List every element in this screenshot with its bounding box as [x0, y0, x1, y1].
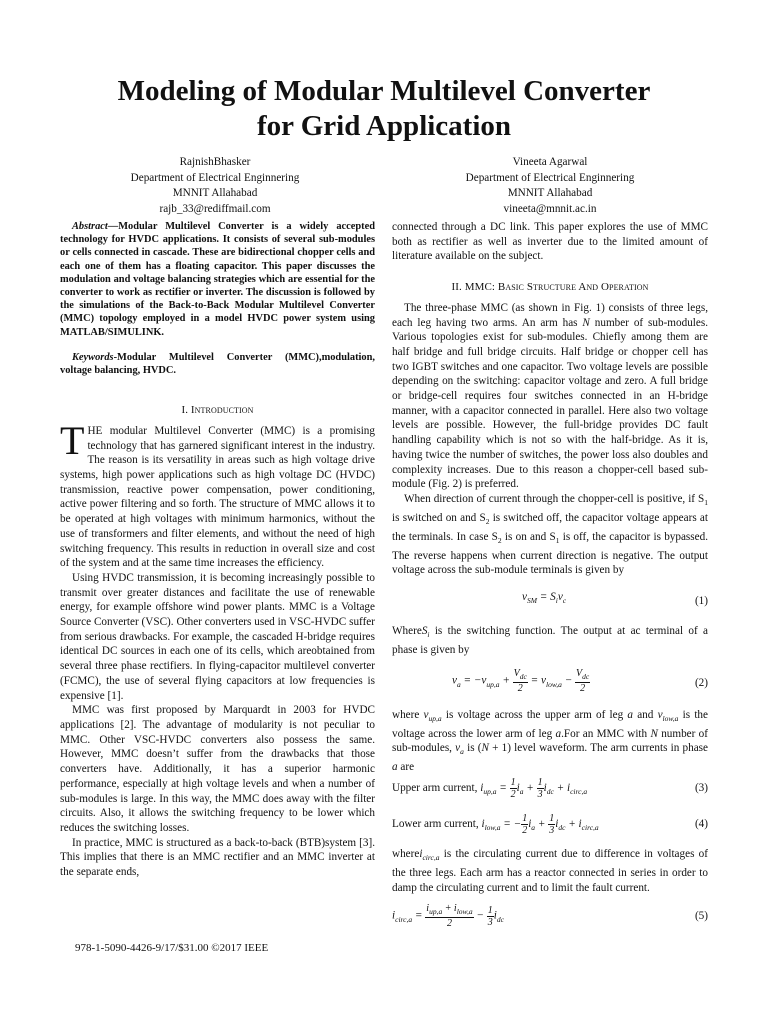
keywords-text: -Modular Multilevel Converter (MMC),modulation, voltage balancing, HVDC. [60, 351, 375, 377]
equation-3-expression: Upper arm current, $i_{up,a}$ = $\frac{1}{2}$ $i_a$ + $\frac{1}{3}$ $i_{dc} + i_{circ,a}$ [392, 777, 588, 801]
section-heading-introduction: I. Introduction [181, 404, 254, 417]
author-block-2 [385, 155, 715, 217]
author-block-1 [55, 155, 375, 217]
abstract-dash: — [107, 221, 119, 232]
author-department: Department of Electrical Enginnering [130, 171, 300, 184]
intro-paragraph-3: MMC was first proposed by Marquardt in 2003 for HVDC applications [2]. The advantage of modularity is not peculiar to MMC. Other VSC-HVDC converters also possess the same. However, MMC doesn’t suffer from the drawbacks that those converters have. Additionally, it has a superior harmonic performance, especially at high voltage levels and when a number of sub-modules is large. In this way, the MMC does away with the filter circuits. Also, it allows the switching frequency to be lower which reduces the switching losses. [60, 704, 375, 834]
structure-paragraph-3: WhereS$_i$ is the switching function. The output at ac terminal of a phase is given by [392, 625, 708, 657]
section-heading-basic-structure: II. MMC: Basic Structure And Operation [451, 281, 649, 294]
intro-paragraph-1-text: HE modular Multilevel Converter (MMC) is a promising technology that has garnered significant interest in the industry. The reason is its versatility in areas such as high voltage drive systems, high power applications such as high voltage DC (HVDC) transmission, reactive power compensation, power conditioning, active power filtering and so forth. The structure of MMC allows it to be operated at high voltages with minimum harmonics, without the use of transformers and filter elements, and without the need of high switching frequency. This results in reduction in overall size and cost of the system and at the same time increases the efficiency. [60, 424, 375, 570]
intro-paragraph-4-continued: connected through a DC link. This paper explores the use of MMC both as rectifier as well as inverter due to the limited amount of literature available on the subject. [392, 221, 708, 263]
right-column [392, 220, 708, 941]
author-name: Vineeta Agarwal [512, 156, 588, 168]
drop-cap: T [60, 417, 85, 463]
equation-5-expression: $i_{circ,a}$ = $\frac{i_{up,a} + i_{low,a}}{2}$ − $\frac{1}{3}$ $i_{dc}$ [392, 903, 504, 930]
equation-2-number: (2) [694, 676, 708, 689]
equation-5 [392, 903, 708, 933]
equation-3 [392, 777, 708, 803]
author-name: RajnishBhasker [179, 156, 251, 168]
left-column [60, 220, 375, 880]
keywords [60, 351, 375, 377]
abstract-text: Modular Multilevel Converter is a widely accepted technology for HVDC applications. It consists of several sub-modules or cells connected in cascade. These are bidirectional chopper cells and each one of them has a floating capacitor. This paper discusses the modulation and voltage balancing strategies which are essential for the converter to work as rectifier or inverter. The discussion is followed by the simulations of the Back-to-Back Modular Multilevel Converter (MMC) topology employed in a model HVDC power system using MATLAB/SIMULINK. [60, 221, 375, 338]
equation-1-expression: $v_{SM} = S_iv_c$ [522, 591, 567, 606]
structure-paragraph-1: The three-phase MMC (as shown in Fig. 1) consists of three legs, each leg having two arms. An arm has N number of sub-modules. Various topologies exist for sub-modules. Chiefly among them are half bridge and full bridge circuits. Half bridge or chopper cell has two IGBT switches and one capacitor. Two voltage levels are possible depending on the switching: capacitor voltage and zero. A full bridge or bridge-cell requires four switches connected in an H-bridge manner, with a capacitor connected in parallel. Here also two voltage levels are possible. However, the full-bridge provides DC fault handling capability which is not so with the half-bridge. As it is, having twice the number of switches, the power loss also doubles and complexity increases. Due to this reason a chopper-cell based sub-module (Fig. 2) is preferred. [392, 301, 709, 491]
equation-4-number: (4) [694, 818, 708, 831]
equation-4 [392, 813, 708, 839]
equation-5-number: (5) [694, 910, 708, 923]
intro-paragraph-4: In practice, MMC is structured as a back-to-back (BTB)system [3]. This implies that there is an MMC rectifier and an MMC inverter at the separate ends, [60, 836, 375, 879]
paper-title [40, 74, 728, 144]
title-line-1: Modeling of Modular Multilevel Converter [117, 75, 651, 107]
author-email: rajb_33@rediffmail.com [159, 202, 271, 215]
equation-1-number: (1) [694, 595, 708, 608]
structure-paragraph-5: wherei$_{circ,a}$ is the circulating current due to difference in voltages of the three legs. Each arm has a reactor connected in series in order to damp the circulating current and to limit the fault current. [392, 848, 709, 894]
structure-paragraph-4: where $v_{up,a}$ is voltage across the upper arm of leg a and $v_{low,a}$ is the voltage across the lower arm of leg a.For an MMC with N number of sub-modules, $v_a$ is (N + 1) level waveform. The arm currents in phase a are [392, 708, 708, 774]
author-institution: MNNIT Allahabad [172, 187, 258, 199]
author-department: Department of Electrical Enginnering [465, 171, 635, 184]
title-line-2: for Grid Application [256, 110, 512, 142]
author-email: vineeta@mnnit.ac.in [503, 202, 597, 215]
keywords-label: Keywords [72, 351, 114, 363]
structure-paragraph-2: When direction of current through the chopper-cell is positive, if $S_1$ is switched on and $S_2$ is switched off, the capacitor voltage appears at the terminals. In case $S_2$ is on and $S_1$ is off, the capacitor is bypassed. The reverse happens when current direction is negative. The output voltage across the sub-module terminals is given by [392, 492, 708, 577]
abstract-label: Abstract [72, 221, 108, 232]
abstract [60, 220, 375, 339]
copyright-footer: 978-1-5090-4426-9/17/$31.00 ©2017 IEEE [75, 942, 269, 954]
equation-2 [392, 668, 708, 700]
equation-1 [392, 590, 708, 616]
equation-2-expression: $v_a = -v_{up,a}$ + $\frac{V_{dc}}{2}$ = $v_{low,a}$ − $\frac{V_{dc}}{2}$ [452, 667, 590, 694]
equation-3-number: (3) [694, 782, 708, 795]
author-institution: MNNIT Allahabad [507, 187, 593, 199]
intro-paragraph-2: Using HVDC transmission, it is becoming increasingly possible to transmit over greater distances and facilitate the use of renewable energy, for example offshore wind power plants. MMC is a Voltage Source Converter (VSC). Other converters used in VSC-HVDC suffer from serious drawbacks. For example, the cascaded H-bridge requires identical DC sources in each one of its cells, which areobtained from several three phase rectifiers. In flying-capacitor multilevel converter (FCMC), the use of several flying capacitors at low frequencies is expensive [1]. [60, 571, 375, 702]
intro-paragraph-1 [60, 417, 375, 571]
equation-4-expression: Lower arm current, $i_{low,a}$ = − $\frac{1}{2}$ $i_a$ + $\frac{1}{3}$ $i_{dc} + i_{circ,a}$ [392, 813, 599, 837]
